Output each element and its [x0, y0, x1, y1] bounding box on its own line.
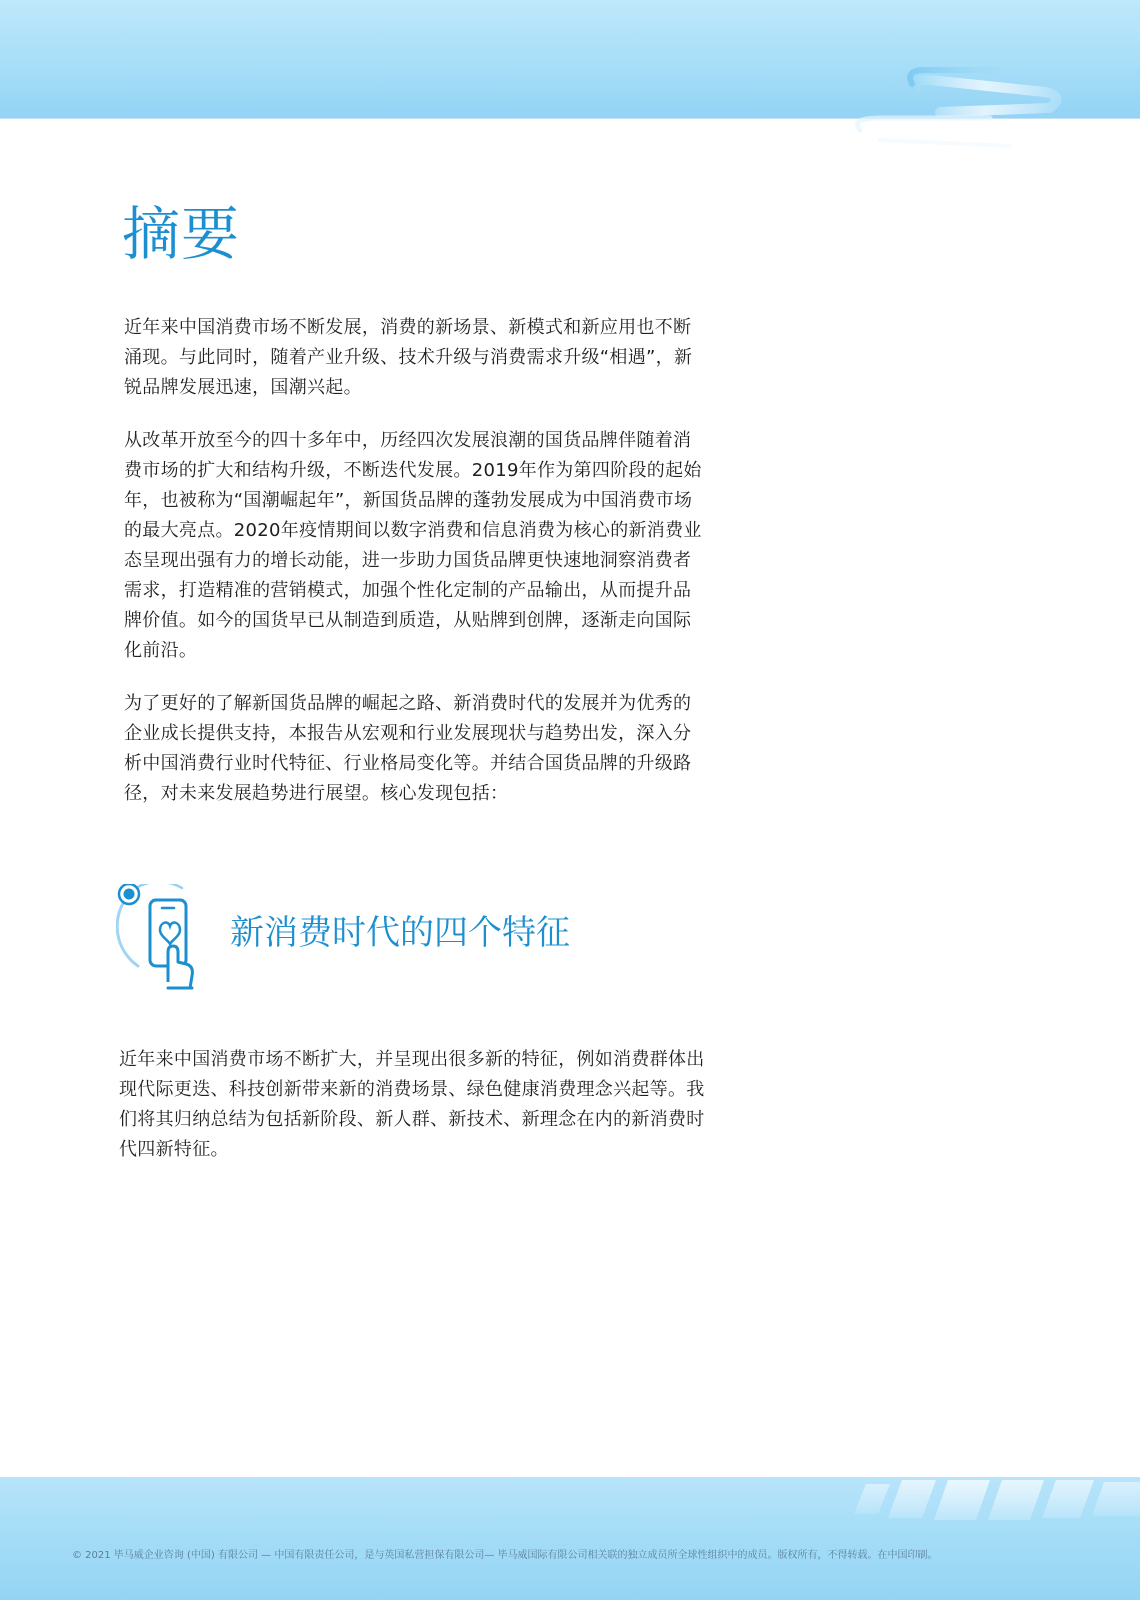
header-band [0, 0, 1140, 118]
page-title: 摘要 [122, 200, 241, 268]
summary-body [124, 313, 709, 832]
touch-phone-icon [116, 884, 206, 994]
header-swoosh-decoration [0, 0, 1140, 160]
summary-paragraph: 近年来中国消费市场不断发展，消费的新场景、新模式和新应用也不断涌现。与此同时，随着产业升级、技术升级与消费需求升级“相遇”，新锐品牌发展迅速，国潮兴起。 [124, 317, 693, 398]
footer-band [0, 1478, 1140, 1600]
section-body: 近年来中国消费市场不断扩大，并呈现出很多新的特征，例如消费群体出现代际更迭、科技创新带来新的消费场景、绿色健康消费理念兴起等。我们将其归纳总结为包括新阶段、新人群、新技术、新理念在内的新消费时代四新特征。 [119, 1049, 705, 1160]
section-heading [116, 884, 716, 994]
section-title: 新消费时代的四个特征 [230, 913, 570, 953]
footer-stripes-decoration [0, 1478, 1140, 1600]
footer-copyright: © 2021 毕马威企业咨询 (中国) 有限公司 — 中国有限责任公司，是与英国私营担保有限公司— 毕马威国际有限公司相关联的独立成员所全球性组织中的成员。版权所有，不得转载。在中国印刷。 [72, 1550, 938, 1561]
summary-paragraph: 为了更好的了解新国货品牌的崛起之路、新消费时代的发展并为优秀的企业成长提供支持，本报告从宏观和行业发展现状与趋势出发，深入分析中国消费行业时代特征、行业格局变化等。并结合国货品牌的升级路径，对未来发展趋势进行展望。核心发现包括： [124, 693, 692, 804]
summary-paragraph: 从改革开放至今的四十多年中，历经四次发展浪潮的国货品牌伴随着消费市场的扩大和结构升级，不断迭代发展。2019年作为第四阶段的起始年，也被称为“国潮崛起年”，新国货品牌的蓬勃发展成为中国消费市场的最大亮点。2020年疫情期间以数字消费和信息消费为核心的新消费业态呈现出强有力的增长动能，进一步助力国货品牌更快速地洞察消费者需求，打造精准的营销模式，加强个性化定制的产品输出，从而提升品牌价值。如今的国货早已从制造到质造，从贴牌到创牌，逐渐走向国际化前沿。 [124, 430, 702, 661]
